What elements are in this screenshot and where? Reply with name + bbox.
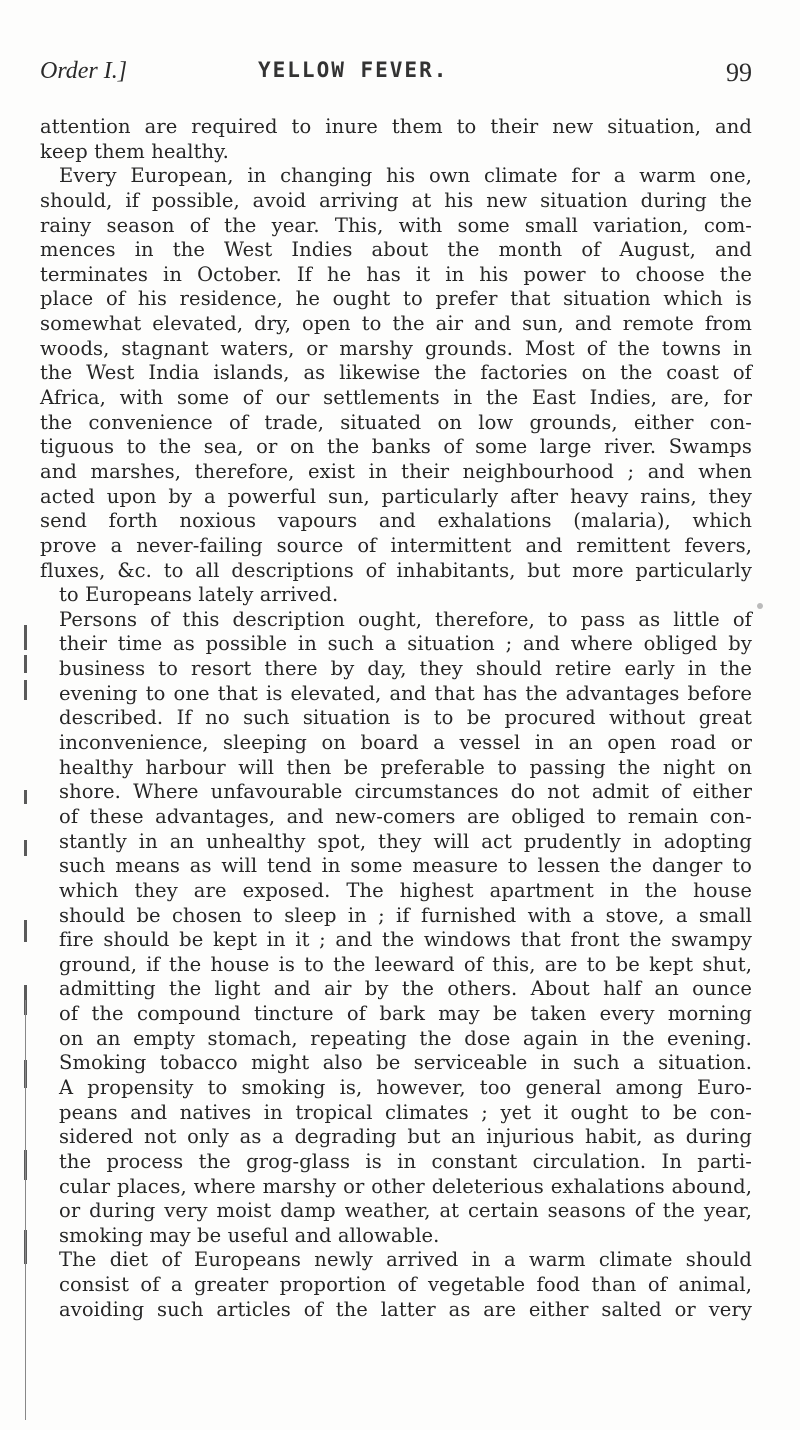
text-line: terminates in October. If he has it in his power to choose the	[40, 262, 752, 286]
text-line: such means as will tend in some measure to lessen the danger to	[59, 854, 752, 878]
page-edge-shadow	[25, 1000, 26, 1420]
paragraph-start-line: Every European, in changing his own climate for a warm one,	[59, 164, 752, 188]
text-line: to Europeans lately arrived.	[59, 583, 339, 607]
text-line: inconvenience, sleeping on board a vessel in an open road or	[59, 731, 752, 755]
text-line: business to resort there by day, they should retire early in the	[59, 657, 752, 681]
page-edge-mark	[24, 920, 27, 942]
text-line: place of his residence, he ought to prefer that situation which is	[40, 287, 752, 311]
print-speck	[757, 603, 763, 609]
text-line: sidered not only as a degrading but an injurious habit, as during	[59, 1125, 752, 1149]
text-line: avoiding such articles of the latter as are either salted or very	[59, 1297, 752, 1321]
text-line: fire should be kept in it ; and the windows that front the swampy	[59, 928, 752, 952]
page-edge-mark	[24, 790, 27, 804]
text-line: of the compound tincture of bark may be taken every morning	[59, 1002, 752, 1026]
text-line: Smoking tobacco might also be serviceable in such a situation.	[59, 1051, 752, 1075]
text-line: tiguous to the sea, or on the banks of some large river. Swamps	[40, 435, 752, 459]
text-line: the convenience of trade, situated on low grounds, either con-	[40, 410, 752, 434]
text-line: woods, stagnant waters, or marshy grounds. Most of the towns in	[40, 336, 752, 360]
text-line: consist of a greater proportion of vegetable food than of animal,	[59, 1273, 752, 1297]
text-line: stantly in an unhealthy spot, they will act prudently in adopting	[59, 829, 752, 853]
text-line: rainy season of the year. This, with some small variation, com-	[40, 213, 752, 237]
text-line: should, if possible, avoid arriving at his new situation during the	[40, 188, 752, 212]
text-line: mences in the West Indies about the month of August, and	[40, 238, 752, 262]
page-edge-mark	[24, 655, 27, 673]
text-line: on an empty stomach, repeating the dose again in the evening.	[59, 1026, 752, 1050]
body-text	[40, 115, 752, 1322]
text-line: and marshes, therefore, exist in their neighbourhood ; and when	[40, 459, 752, 483]
text-line: their time as possible in such a situation ; and where obliged by	[59, 632, 752, 656]
text-line: Africa, with some of our settlements in the East Indies, are, for	[40, 386, 752, 410]
text-line: shore. Where unfavourable circumstances do not admit of either	[59, 780, 752, 804]
text-line: A propensity to smoking is, however, too general among Euro-	[59, 1075, 752, 1099]
text-line: acted upon by a powerful sun, particularly after heavy rains, they	[40, 484, 752, 508]
page-edge-mark	[24, 625, 27, 650]
paragraph-start-line: The diet of Europeans newly arrived in a warm climate should	[59, 1248, 752, 1272]
text-line: prove a never-failing source of intermittent and remittent fevers,	[40, 533, 752, 557]
text-line: admitting the light and air by the others. About half an ounce	[59, 977, 752, 1001]
text-line: of these advantages, and new-comers are obliged to remain con-	[59, 804, 752, 828]
text-line: cular places, where marshy or other deleterious exhalations abound,	[59, 1174, 752, 1198]
text-line: evening to one that is elevated, and that has the advantages before	[59, 681, 752, 705]
text-line: or during very moist damp weather, at certain seasons of the year,	[59, 1199, 752, 1223]
header-order: Order I.]	[40, 58, 128, 84]
header-title: YELLOW FEVER.	[258, 58, 449, 82]
paragraph-start-line: Persons of this description ought, therefore, to pass as little of	[59, 607, 752, 631]
text-line: described. If no such situation is to be procured without great	[59, 706, 752, 730]
text-line: peans and natives in tropical climates ; yet it ought to be con-	[59, 1100, 752, 1124]
text-line: the West India islands, as likewise the factories on the coast of	[40, 361, 752, 385]
running-head	[40, 58, 752, 94]
text-line: keep them healthy.	[40, 139, 229, 163]
page-edge-mark	[24, 840, 27, 856]
text-line: the process the grog-glass is in constant circulation. In parti-	[59, 1149, 752, 1173]
text-line: which they are exposed. The highest apartment in the house	[59, 878, 752, 902]
page-number: 99	[726, 58, 752, 87]
text-line: send forth noxious vapours and exhalations (malaria), which	[40, 509, 752, 533]
text-line: smoking may be useful and allowable.	[59, 1223, 440, 1247]
text-line: should be chosen to sleep in ; if furnished with a stove, a small	[59, 903, 752, 927]
text-line: attention are required to inure them to their new situation, and	[40, 115, 752, 138]
text-line: healthy harbour will then be preferable to passing the night on	[59, 755, 752, 779]
text-line: fluxes, &c. to all descriptions of inhabitants, but more particularly	[40, 558, 752, 582]
text-line: ground, if the house is to the leeward of this, are to be kept shut,	[59, 952, 752, 976]
text-line: somewhat elevated, dry, open to the air and sun, and remote from	[40, 312, 752, 336]
page-edge-mark	[24, 680, 27, 700]
